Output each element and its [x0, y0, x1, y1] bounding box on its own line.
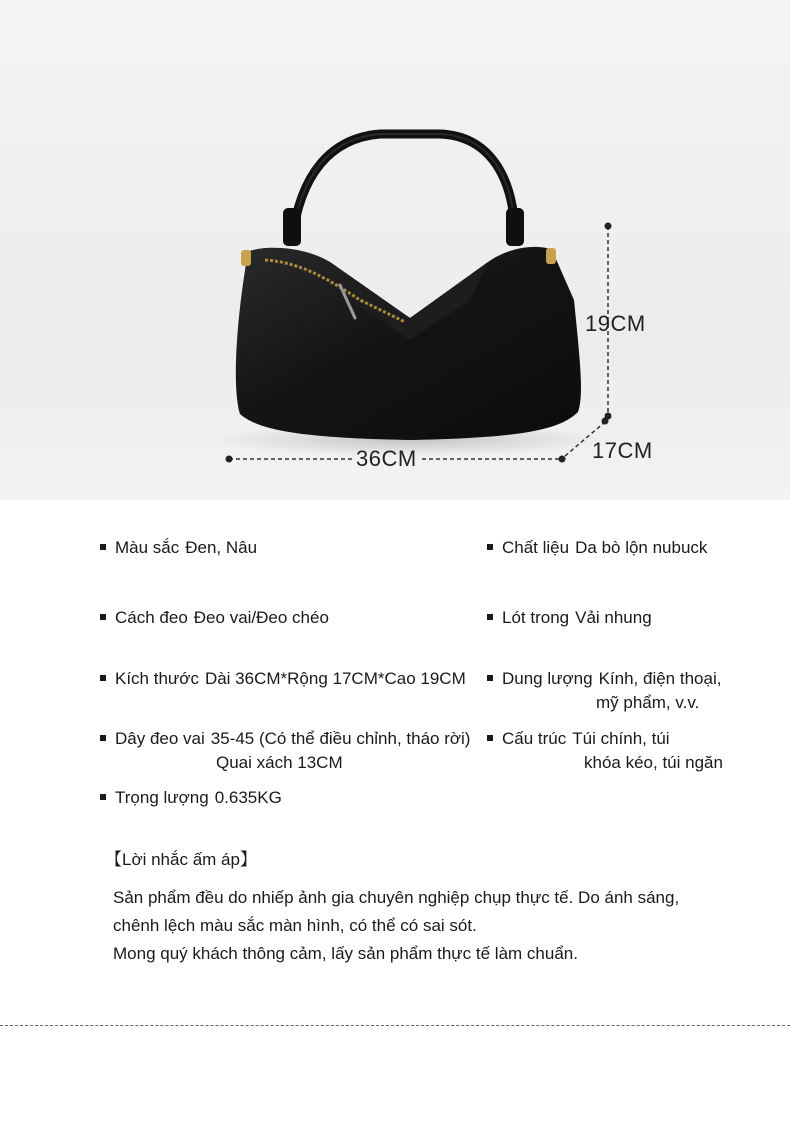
spec-structure — [487, 727, 723, 775]
spec-color-value: Đen, Nâu — [185, 538, 258, 557]
handle-tab-right — [506, 208, 524, 246]
spec-capacity-value: Kính, điện thoại, — [598, 669, 722, 688]
spec-strap-label: Dây đeo vai — [115, 729, 205, 748]
notice-line-2: chênh lệch màu sắc màn hình, có thể có sai sót. — [113, 916, 477, 935]
spec-weight-label: Trọng lượng — [115, 788, 209, 807]
spec-color — [100, 536, 257, 560]
spec-weight — [100, 786, 282, 810]
bullet-icon — [487, 614, 493, 620]
spec-lining-label: Lót trong — [502, 608, 570, 627]
bag-handle — [292, 134, 515, 240]
spec-material — [487, 536, 707, 560]
length-label: 36CM — [356, 446, 417, 471]
spec-material-value: Da bò lộn nubuck — [575, 538, 708, 557]
bullet-icon — [100, 735, 106, 741]
spec-material-label: Chất liệu — [502, 538, 570, 557]
bullet-icon — [487, 544, 493, 550]
spec-structure-value: Túi chính, túi — [572, 729, 670, 748]
strap-ring-left — [241, 250, 251, 266]
spec-capacity-value-2: mỹ phẩm, v.v. — [596, 693, 700, 712]
bag-body — [236, 247, 581, 440]
notice-line-1: Sản phẩm đều do nhiếp ảnh gia chuyên nghiệp chụp thực tế. Do ánh sáng, — [113, 888, 680, 907]
spec-strap — [100, 727, 470, 775]
spec-capacity — [487, 667, 721, 715]
spec-lining — [487, 606, 652, 630]
spec-strap-value: 35-45 (Có thể điều chỉnh, tháo rời) — [210, 729, 471, 748]
spec-capacity-label: Dung lượng — [502, 669, 593, 688]
handbag-illustration — [0, 0, 790, 500]
bullet-icon — [487, 735, 493, 741]
depth-label: 17CM — [592, 438, 653, 463]
bullet-icon — [100, 614, 106, 620]
spec-carry — [100, 606, 329, 630]
spec-weight-value: 0.635KG — [214, 788, 282, 807]
spec-carry-value: Đeo vai/Đeo chéo — [193, 608, 329, 627]
dashed-divider — [0, 1025, 790, 1026]
notice-title: 【Lời nhắc ấm áp】 — [105, 850, 257, 869]
spec-structure-label: Cấu trúc — [502, 729, 567, 748]
bullet-icon — [100, 675, 106, 681]
strap-ring-right — [546, 248, 556, 264]
spec-strap-value-2: Quai xách 13CM — [216, 753, 343, 772]
notice-line-3: Mong quý khách thông cảm, lấy sản phẩm thực tế làm chuẩn. — [113, 944, 578, 963]
handle-tab-left — [283, 208, 301, 246]
bullet-icon — [100, 544, 106, 550]
spec-lining-value: Vải nhung — [575, 608, 652, 627]
product-photo-area — [0, 0, 790, 500]
height-label: 19CM — [585, 311, 646, 336]
spec-color-label: Màu sắc — [115, 538, 180, 557]
spec-size — [100, 667, 466, 691]
spec-carry-label: Cách đeo — [115, 608, 188, 627]
notice-body — [113, 884, 679, 968]
spec-size-value: Dài 36CM*Rộng 17CM*Cao 19CM — [204, 669, 466, 688]
spec-size-label: Kích thước — [115, 669, 199, 688]
bullet-icon — [487, 675, 493, 681]
spec-structure-value-2: khóa kéo, túi ngăn — [584, 753, 723, 772]
bullet-icon — [100, 794, 106, 800]
